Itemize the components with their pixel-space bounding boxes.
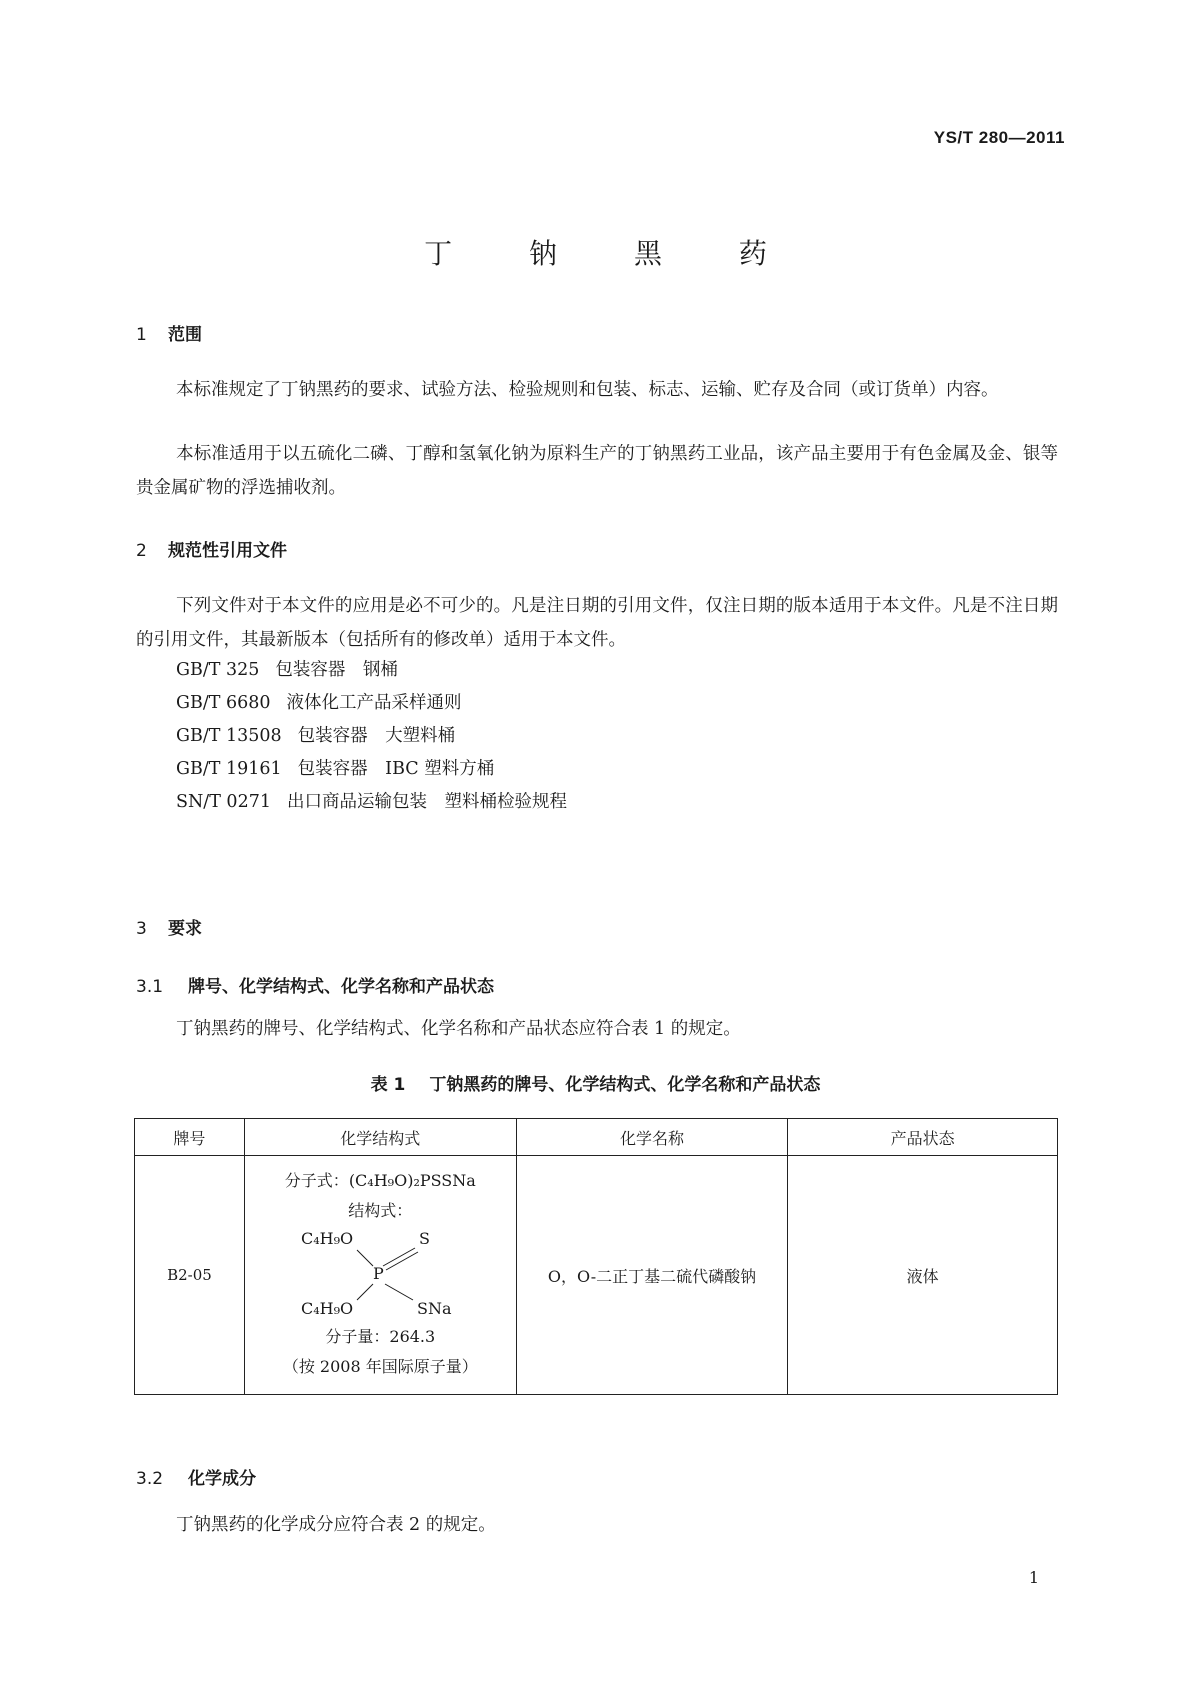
header-structure: 化学结构式	[244, 1119, 516, 1156]
reference-code: GB/T 13508	[176, 726, 282, 746]
reference-title: 包装容器 IBC 塑料方桶	[297, 759, 495, 779]
reference-code: GB/T 6680	[176, 693, 271, 713]
formula-label: 分子式：	[284, 1171, 349, 1190]
section-1-heading	[136, 320, 202, 345]
reference-item	[176, 686, 462, 720]
cell-chemical-name: O，O-二正丁基二硫代磷酸钠	[516, 1156, 788, 1395]
section-3-2-title: 化学成分	[188, 1469, 256, 1489]
section-3-2-paragraph	[136, 1508, 1058, 1542]
bond-top-left	[357, 1250, 373, 1266]
reference-item	[176, 653, 398, 687]
cell-grade: B2-05	[135, 1156, 245, 1395]
section-3-1-p1-text: 丁钠黑药的牌号、化学结构式、化学名称和产品状态应符合表 1 的规定。	[176, 1019, 741, 1039]
document-title: 丁 钠 黑 药	[424, 237, 801, 270]
section-2-title: 规范性引用文件	[168, 541, 287, 561]
section-2-paragraph-1	[136, 589, 1058, 657]
table-row	[135, 1156, 1058, 1395]
section-1-p1-text: 本标准规定了丁钠黑药的要求、试验方法、检验规则和包装、标志、运输、贮存及合同（或订货单）内容。	[176, 380, 999, 400]
reference-code: GB/T 19161	[176, 759, 282, 779]
section-1-paragraph-2	[136, 437, 1058, 505]
struct-bottom-right-group: SNa	[417, 1299, 452, 1318]
bond-double-b	[386, 1252, 418, 1270]
struct-top-right-atom: S	[419, 1229, 431, 1248]
molecular-weight: 分子量：264.3	[325, 1327, 436, 1346]
table-1-title	[0, 1070, 1191, 1095]
reference-code: SN/T 0271	[176, 792, 271, 812]
section-2-heading	[136, 536, 287, 561]
section-3-number: 3	[136, 919, 147, 939]
table-1-label: 表 1	[370, 1075, 406, 1095]
section-3-1-title: 牌号、化学结构式、化学名称和产品状态	[188, 977, 494, 997]
table-header-row	[135, 1119, 1058, 1156]
reference-code: GB/T 325	[176, 660, 260, 680]
section-1-number: 1	[136, 325, 147, 345]
reference-title: 液体化工产品采样通则	[286, 693, 462, 713]
header-grade: 牌号	[135, 1119, 245, 1156]
section-3-heading	[136, 914, 202, 939]
structure-label: 结构式：	[348, 1201, 413, 1220]
section-3-2-number: 3.2	[136, 1469, 164, 1489]
struct-center-atom: P	[373, 1264, 385, 1283]
table-1-caption: 丁钠黑药的牌号、化学结构式、化学名称和产品状态	[429, 1075, 821, 1095]
section-3-1-heading	[136, 972, 494, 997]
reference-item	[176, 719, 455, 753]
bond-bottom-left	[357, 1284, 373, 1300]
section-2-p1-text: 下列文件对于本文件的应用是必不可少的。凡是注日期的引用文件，仅注日期的版本适用于本文件。凡是不注日期的引用文件，其最新版本（包括所有的修改单）适用于本文件。	[136, 596, 1058, 650]
section-3-2-heading	[136, 1464, 256, 1489]
section-3-2-p1-text: 丁钠黑药的化学成分应符合表 2 的规定。	[176, 1515, 496, 1535]
reference-title: 包装容器 钢桶	[275, 660, 398, 680]
struct-top-left-group: C₄H₉O	[301, 1229, 354, 1248]
section-3-title: 要求	[168, 919, 202, 939]
reference-title: 包装容器 大塑料桶	[297, 726, 456, 746]
bond-bottom-right	[385, 1284, 413, 1300]
page-number: 1	[1028, 1568, 1039, 1587]
section-3-1-paragraph	[136, 1012, 1058, 1046]
struct-bottom-left-group: C₄H₉O	[301, 1299, 354, 1318]
reference-title: 出口商品运输包装 塑料桶检验规程	[286, 792, 567, 812]
formula-value: (C₄H₉O)₂PSSNa	[348, 1171, 476, 1190]
header-product-state: 产品状态	[788, 1119, 1058, 1156]
section-2-number: 2	[136, 541, 147, 561]
section-1-title: 范围	[168, 325, 202, 345]
section-1-p2-text: 本标准适用于以五硫化二磷、丁醇和氢氧化钠为原料生产的丁钠黑药工业品，该产品主要用于有色金属及金、银等贵金属矿物的浮选捕收剂。	[136, 444, 1058, 498]
reference-item	[176, 785, 567, 819]
section-1-paragraph-1	[136, 373, 1058, 407]
bond-double-a	[383, 1248, 415, 1266]
cell-product-state: 液体	[788, 1156, 1058, 1395]
table-1	[134, 1118, 1058, 1395]
standard-code: YS/T 280—2011	[933, 128, 1065, 147]
molecular-formula	[245, 1166, 516, 1196]
reference-item	[176, 752, 494, 786]
section-3-1-number: 3.1	[136, 977, 164, 997]
molecular-weight-note: （按 2008 年国际原子量）	[282, 1357, 478, 1376]
cell-structure	[244, 1156, 516, 1395]
structural-formula-diagram	[295, 1226, 465, 1322]
header-chemical-name: 化学名称	[516, 1119, 788, 1156]
